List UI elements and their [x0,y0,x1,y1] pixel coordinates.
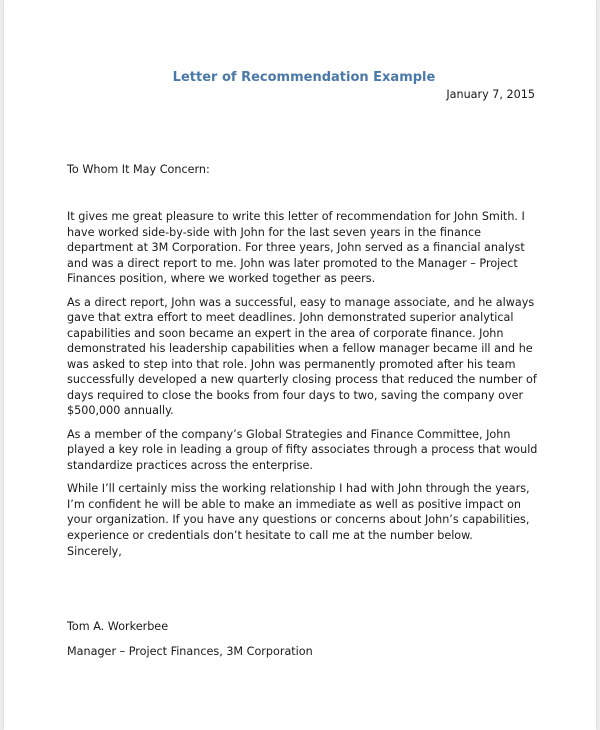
salutation: To Whom It May Concern: [67,163,210,176]
signer-title: Manager – Project Finances, 3M Corporation [67,645,313,658]
document-page [4,0,596,730]
body-paragraph: As a member of the company’s Global Strategies and Finance Committee, John played a key role in leading a group of fifty associates through a process that would standardize practices across the enterprise. [67,427,538,472]
signer-name: Tom A. Workerbee [67,620,169,633]
closing: Sincerely, [67,545,122,558]
body-paragraph: As a direct report, John was a successful, easy to manage associate, and he always gave that extra effort to meet deadlines. John demonstrated superior analytical capabilities and soon became an expert in the area of corporate finance. John demonstrated his leadership capabilities when a fellow manager became ill and he was asked to step into that role. John was permanently promoted after his team successfully developed a new quarterly closing process that reduced the number of days required to close the books from four days to two, saving the company over $500,000 annually. [67,295,537,417]
letter-body [67,209,547,551]
letter-date: January 7, 2015 [446,88,535,101]
body-paragraph: While I’ll certainly miss the working relationship I had with John through the years, I’m confident he will be able to make an immediate as well as positive impact on your organization. If you have any questions or concerns about John’s capabilities, experience or credentials don’t hesitate to call me at the number below. [67,482,530,542]
body-paragraph: It gives me great pleasure to write this letter of recommendation for John Smith. I have worked side-by-side with John for the last seven years in the finance department at 3M Corporation. For three years, John served as a financial analyst and was a direct report to me. John was later promoted to the Manager – Project Finances position, where we worked together as peers. [67,210,525,285]
document-title: Letter of Recommendation Example [172,70,436,85]
